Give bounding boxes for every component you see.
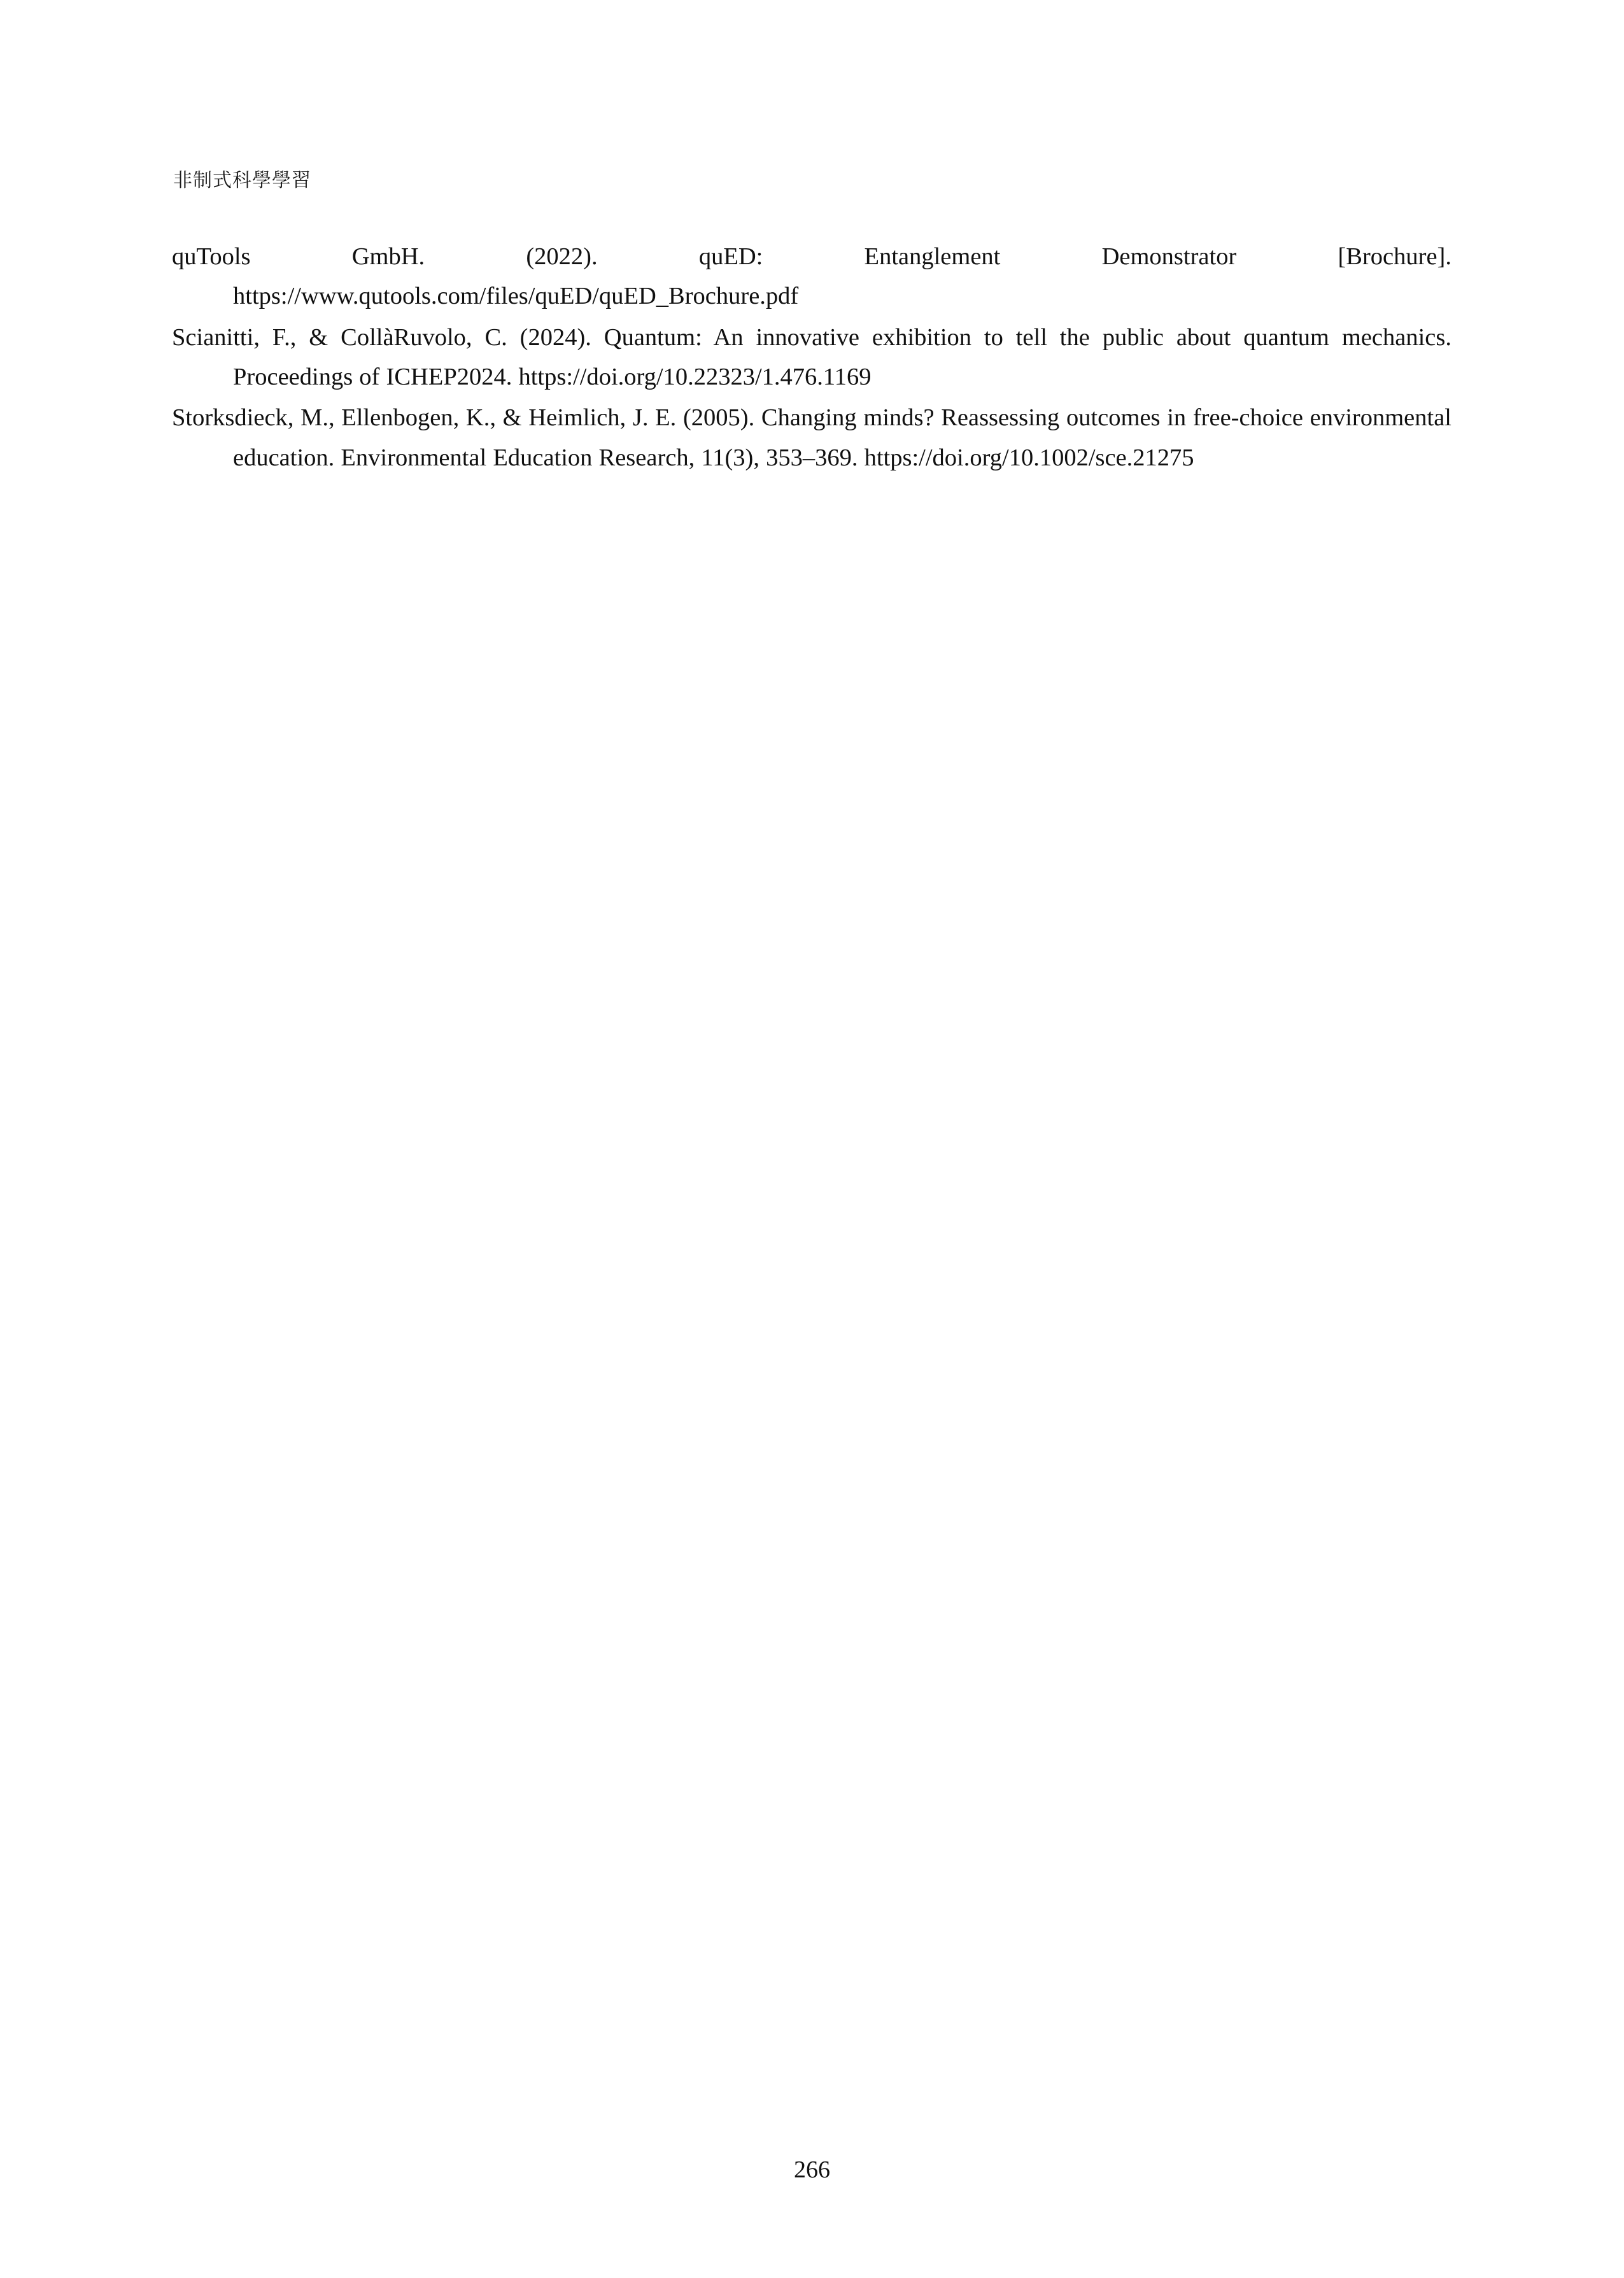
reference-entry: Scianitti, F., & CollàRuvolo, C. (2024). Quantum: An innovative exhibition to tell the public about quantum mechanics. Proceedings of ICHEP2024. https://doi.org/10.22323/1.476.1169 [172,323,1451,391]
reference-list [172,237,1451,479]
reference-entry: quTools GmbH. (2022). quED: Entanglement Demonstrator [Brochure]. https://www.qutools.com/files/quED/quED_Brochure.pdf [172,243,1451,310]
page-number: 266 [794,2156,830,2183]
reference-entry: Storksdieck, M., Ellenbogen, K., & Heimlich, J. E. (2005). Changing minds? Reassessing outcomes in free-choice environmental education. Environmental Education Research, 11(3), 353–369. https://doi.org/10.1002/sce.21275 [172,404,1451,471]
running-head: 非制式科學學習 [173,169,311,192]
